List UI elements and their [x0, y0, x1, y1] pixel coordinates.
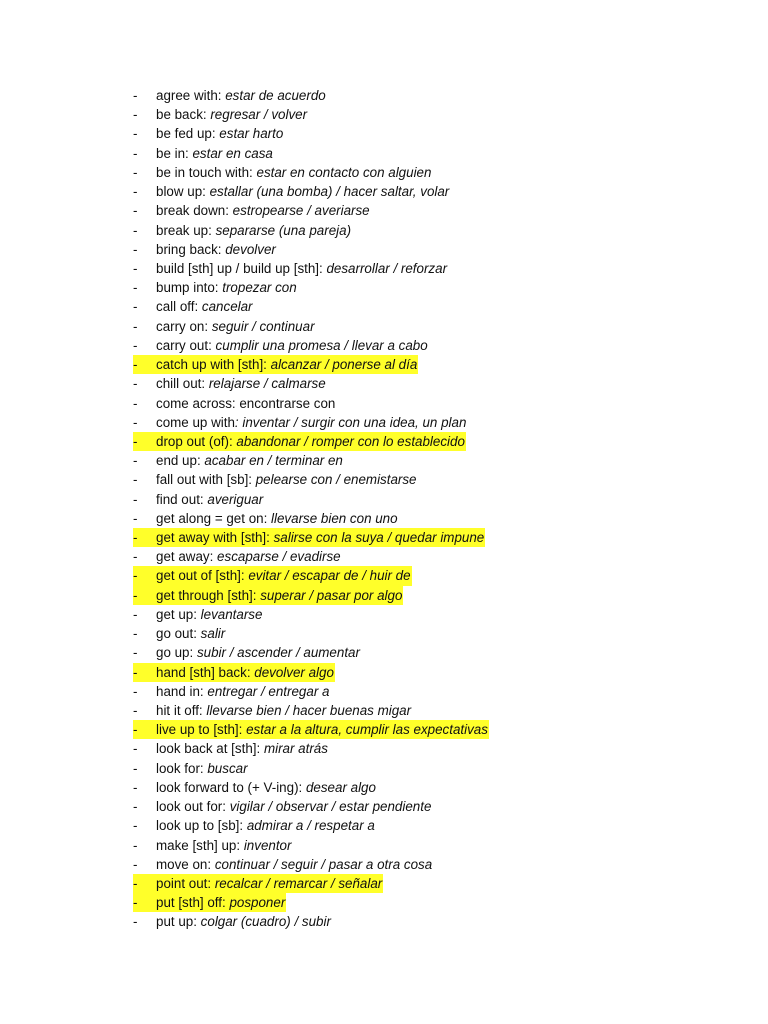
- bullet-dash: -: [133, 645, 138, 661]
- entry-text: [156, 490, 263, 509]
- entry-text: [156, 605, 262, 624]
- bullet-dash: -: [133, 874, 156, 893]
- spanish-definition: evitar / escapar de / huir de: [248, 568, 411, 584]
- phrasal-verb-term: go out:: [156, 626, 201, 642]
- spanish-definition: subir / ascender / aumentar: [196, 645, 360, 661]
- phrasal-verb-term: look out for:: [156, 799, 230, 815]
- entry-text: [156, 893, 286, 912]
- spanish-definition: superar / pasar por algo: [260, 587, 403, 603]
- entry-text: [156, 566, 412, 585]
- phrasal-verb-term: chill out:: [156, 376, 209, 392]
- bullet-dash: -: [133, 414, 138, 430]
- spanish-definition: alcanzar / ponerse al día: [270, 357, 418, 373]
- bullet-dash: -: [133, 760, 138, 776]
- entry-text: [156, 451, 343, 470]
- bullet-dash: -: [133, 528, 156, 547]
- entry-text: [156, 586, 403, 605]
- phrasal-verb-term: hit it off:: [156, 703, 207, 718]
- entry-text: [156, 278, 297, 297]
- bullet-dash: -: [133, 626, 138, 642]
- entry-text: [156, 855, 432, 874]
- spanish-definition: estropearse / averiarse: [232, 203, 370, 219]
- spanish-definition: cancelar: [201, 299, 253, 315]
- spanish-definition: llevarse bien con uno: [271, 510, 398, 526]
- entry-text: [156, 720, 489, 739]
- phrasal-verb-term: move on:: [156, 856, 215, 872]
- bullet-dash: -: [133, 549, 138, 565]
- bullet-dash: -: [133, 683, 138, 699]
- bullet-dash: -: [133, 395, 138, 411]
- entry-text: [156, 413, 466, 432]
- spanish-definition: colgar (cuadro) / subir: [200, 914, 331, 930]
- phrasal-verb-term: put [sth] off:: [156, 895, 230, 911]
- spanish-definition: relajarse / calmarse: [208, 376, 326, 392]
- bullet-dash: -: [133, 453, 138, 469]
- bullet-dash: -: [133, 432, 156, 451]
- phrasal-verb-term: look back at [sth]:: [156, 741, 264, 757]
- bullet-dash: -: [133, 566, 156, 585]
- phrasal-verb-term: get through [sth]:: [156, 587, 261, 603]
- spanish-definition: desear algo: [305, 779, 376, 795]
- spanish-definition: buscar: [207, 760, 248, 776]
- spanish-definition: tropezar con: [222, 280, 297, 296]
- entry-text: [156, 221, 351, 240]
- entry-text: [156, 701, 411, 720]
- phrasal-verb-term: live up to [sth]:: [156, 722, 247, 738]
- phrasal-verb-term: end up:: [156, 453, 205, 469]
- entry-text: [156, 624, 225, 643]
- bullet-dash: -: [133, 799, 138, 815]
- spanish-definition: pelearse con / enemistarse: [255, 472, 417, 488]
- phrasal-verb-term: carry out:: [156, 337, 216, 353]
- bullet-dash: -: [133, 126, 138, 142]
- spanish-definition: separarse (una pareja): [215, 222, 352, 238]
- spanish-definition: salir: [200, 626, 226, 642]
- entry-text: [156, 547, 341, 566]
- entry-text: [156, 182, 449, 201]
- phrasal-verb-term: break up:: [156, 222, 216, 238]
- entry-text: [156, 163, 431, 182]
- phrasal-verb-term: hand [sth] back:: [156, 664, 255, 680]
- entry-text: [156, 201, 370, 220]
- bullet-dash: -: [133, 663, 156, 682]
- bullet-dash: -: [133, 856, 138, 872]
- entry-text: [156, 663, 335, 682]
- bullet-dash: -: [133, 88, 138, 103]
- entry-text: [156, 470, 417, 489]
- phrasal-verb-term: be back:: [156, 107, 211, 123]
- bullet-dash: -: [133, 222, 138, 238]
- spanish-definition: entregar / entregar a: [207, 683, 330, 699]
- bullet-dash: -: [133, 241, 138, 257]
- spanish-definition: acabar en / terminar en: [204, 453, 343, 469]
- phrasal-verb-term: look up to [sb]:: [156, 818, 247, 834]
- phrasal-verb-term: make [sth] up:: [156, 837, 244, 853]
- spanish-definition: estallar (una bomba) / hacer saltar, volar: [209, 184, 450, 200]
- spanish-definition: desarrollar / reforzar: [326, 260, 448, 276]
- spanish-definition: devolver algo: [254, 664, 334, 680]
- entry-text: [156, 797, 431, 816]
- phrasal-verb-term: bring back:: [156, 241, 226, 257]
- bullet-dash: -: [133, 779, 138, 795]
- phrasal-verb-term: look forward to (+ V-ing):: [156, 779, 306, 795]
- phrasal-verb-term: get away:: [156, 549, 218, 565]
- phrasal-verb-term: put up:: [156, 914, 201, 930]
- spanish-definition: regresar / volver: [210, 107, 308, 123]
- spanish-definition: cumplir una promesa / llevar a cabo: [215, 337, 428, 353]
- bullet-dash: -: [133, 586, 156, 605]
- phrasal-verb-term: find out:: [156, 491, 208, 507]
- spanish-definition: averiguar: [207, 491, 264, 507]
- bullet-dash: -: [133, 260, 138, 276]
- entry-text: [156, 682, 329, 701]
- entry-text: [156, 240, 276, 259]
- spanish-definition: : inventar / surgir con una idea, un plan: [234, 414, 467, 430]
- spanish-definition: levantarse: [200, 606, 263, 622]
- bullet-dash: -: [133, 355, 156, 374]
- spanish-definition: seguir / continuar: [211, 318, 315, 334]
- bullet-dash: -: [133, 914, 138, 930]
- spanish-definition: inventor: [243, 837, 292, 853]
- bullet-dash: -: [133, 145, 138, 161]
- phrasal-verb-term: call off:: [156, 299, 202, 315]
- bullet-dash: -: [133, 741, 138, 757]
- phrasal-verb-term: blow up:: [156, 184, 210, 200]
- spanish-definition: recalcar / remarcar / señalar: [214, 875, 383, 891]
- spanish-definition: mirar atrás: [263, 741, 328, 757]
- bullet-dash: -: [133, 491, 138, 507]
- entry-text: [156, 374, 326, 393]
- phrasal-verb-term: be in touch with:: [156, 164, 257, 180]
- phrasal-verb-term: be fed up:: [156, 126, 220, 142]
- bullet-dash: -: [133, 107, 138, 123]
- entry-text: [156, 759, 248, 778]
- entry-text: [156, 259, 447, 278]
- bullet-dash: -: [133, 606, 138, 622]
- bullet-dash: -: [133, 184, 138, 200]
- entry-text: [156, 528, 485, 547]
- spanish-definition: estar en casa: [192, 145, 273, 161]
- bullet-dash: -: [133, 337, 138, 353]
- bullet-dash: -: [133, 164, 138, 180]
- spanish-definition: escaparse / evadirse: [217, 549, 341, 565]
- bullet-dash: -: [133, 510, 138, 526]
- entry-text: [156, 336, 428, 355]
- phrasal-verb-term: come across: encontrarse con: [156, 395, 336, 411]
- spanish-definition: vigilar / observar / estar pendiente: [229, 799, 432, 815]
- phrasal-verb-term: get up:: [156, 606, 201, 622]
- spanish-definition: estar a la altura, cumplir las expectativas: [246, 722, 488, 738]
- spanish-definition: salirse con la suya / quedar impune: [273, 530, 485, 546]
- entry-text: [156, 432, 466, 451]
- bullet-dash: -: [133, 472, 138, 488]
- spanish-definition: continuar / seguir / pasar a otra cosa: [214, 856, 433, 872]
- entry-text: [156, 297, 253, 316]
- spanish-definition: estar en contacto con alguien: [256, 164, 432, 180]
- phrasal-verb-term: get along = get on:: [156, 510, 272, 526]
- bullet-dash: -: [133, 818, 138, 834]
- spanish-definition: admirar a / respetar a: [246, 818, 375, 834]
- spanish-definition: posponer: [229, 895, 286, 911]
- phrasal-verb-term: go up:: [156, 645, 197, 661]
- bullet-dash: -: [133, 837, 138, 853]
- entry-text: [156, 86, 326, 105]
- bullet-dash: -: [133, 318, 138, 334]
- phrasal-verb-term: agree with:: [156, 88, 226, 103]
- entry-text: [156, 778, 376, 797]
- phrasal-verb-term: get out of [sth]:: [156, 568, 249, 584]
- entry-text: [156, 912, 331, 931]
- entry-text: [156, 317, 315, 336]
- phrasal-verb-term: be in:: [156, 145, 193, 161]
- bullet-dash: -: [133, 720, 156, 739]
- bullet-dash: -: [133, 280, 138, 296]
- phrasal-verb-term: bump into:: [156, 280, 223, 296]
- entry-text: [156, 739, 328, 758]
- entry-text: [156, 874, 383, 893]
- entry-text: [156, 394, 335, 413]
- bullet-dash: -: [133, 376, 138, 392]
- spanish-definition: devolver: [225, 241, 276, 257]
- phrasal-verb-term: point out:: [156, 875, 215, 891]
- entry-text: [156, 105, 307, 124]
- phrasal-verb-term: get away with [sth]:: [156, 530, 274, 546]
- bullet-dash: -: [133, 299, 138, 315]
- bullet-dash: -: [133, 893, 156, 912]
- phrasal-verb-term: hand in:: [156, 683, 208, 699]
- bullet-dash: -: [133, 203, 138, 219]
- entry-text: [156, 144, 273, 163]
- entry-text: [156, 816, 375, 835]
- spanish-definition: estar harto: [219, 126, 284, 142]
- phrasal-verb-term: look for:: [156, 760, 208, 776]
- entry-text: [156, 124, 283, 143]
- spanish-definition: llevarse bien / hacer buenas migar: [206, 703, 412, 718]
- entry-text: [156, 509, 398, 528]
- bullet-dash: -: [133, 703, 138, 718]
- phrasal-verb-term: break down:: [156, 203, 233, 219]
- phrasal-verb-term: drop out (of):: [156, 433, 237, 449]
- spanish-definition: estar de acuerdo: [225, 88, 326, 103]
- phrasal-verb-term: carry on:: [156, 318, 212, 334]
- phrasal-verb-term: catch up with [sth]:: [156, 357, 271, 373]
- phrasal-verb-term: fall out with [sb]:: [156, 472, 256, 488]
- entry-text: [156, 836, 291, 855]
- phrasal-verb-term: come up with: [156, 414, 235, 430]
- phrasal-verb-term: build [sth] up / build up [sth]:: [156, 260, 327, 276]
- entry-text: [156, 355, 418, 374]
- entry-text: [156, 643, 360, 662]
- spanish-definition: abandonar / romper con lo establecido: [236, 433, 465, 449]
